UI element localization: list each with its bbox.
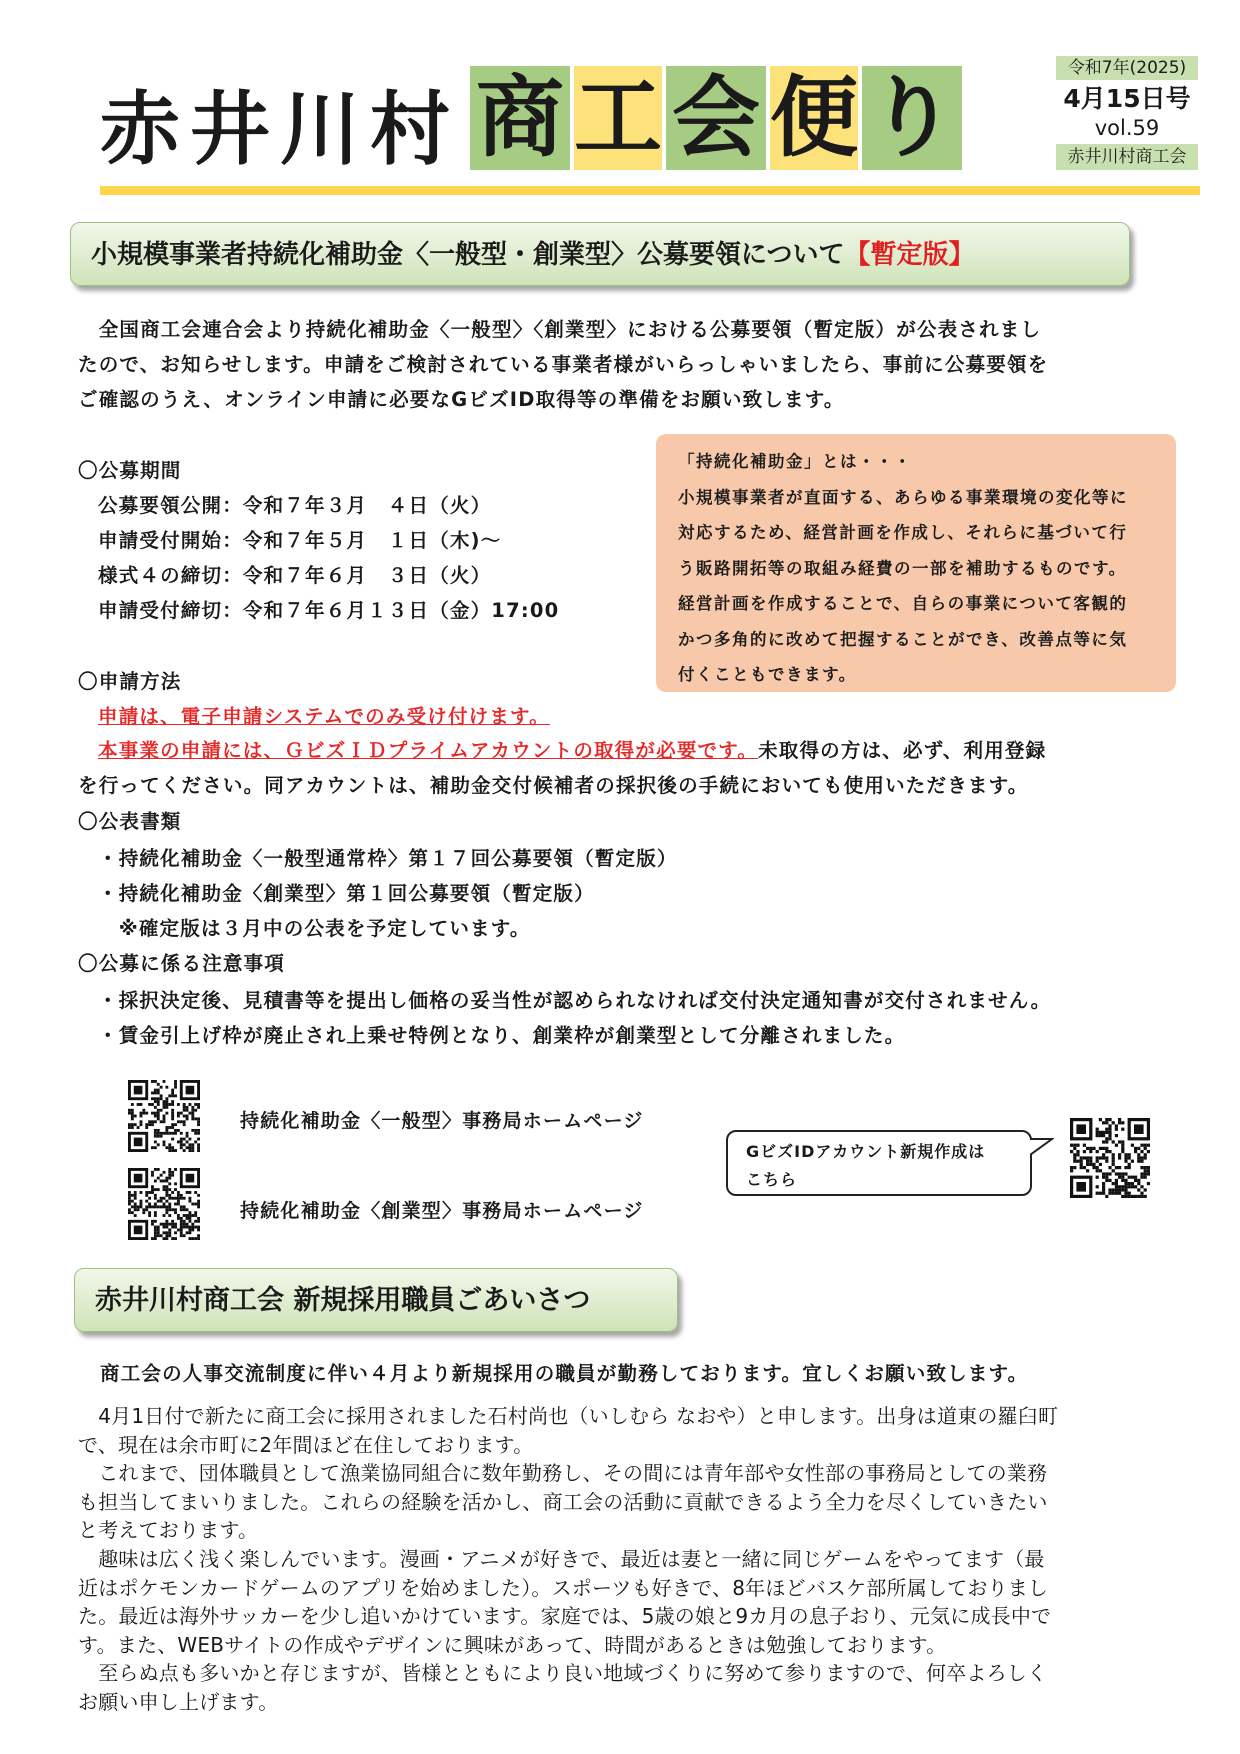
issue-era: 令和7年(2025) xyxy=(1056,56,1198,80)
title-char-3: 会 xyxy=(666,66,766,170)
intro-line: たので、お知らせします。申請をご検討されている事業者様がいらっしゃいましたら、事前に公募要領を xyxy=(78,353,1049,376)
callout-line: 小規模事業者が直面する、あらゆる事業環境の変化等に xyxy=(678,487,1128,507)
notes-heading: 〇公募に係る注意事項 xyxy=(78,952,286,975)
docs-item: ・持続化補助金〈創業型〉第１回公募要領（暫定版） xyxy=(98,882,595,905)
notes-item: ・採択決定後、見積書等を提出し価格の妥当性が認められなければ交付決定通知書が交付されません。 xyxy=(98,989,1052,1012)
period-item: 公募要領公開：令和７年３月 ４日（火） xyxy=(98,494,492,517)
subsidy-definition-callout xyxy=(656,434,1176,692)
docs-heading: 〇公表書類 xyxy=(78,810,182,833)
bubble-line: GビズIDアカウント新規作成は xyxy=(746,1142,986,1161)
qr-code-gbiz-icon[interactable] xyxy=(1070,1118,1150,1198)
newsletter-village-name: 赤井川村 xyxy=(100,83,460,176)
intro-line: 全国商工会連合会より持続化補助金〈一般型〉〈創業型〉における公募要領（暫定版）が公表されまし xyxy=(78,318,1042,341)
callout-line: う販路開拓等の取組み経費の一部を補助するものです。 xyxy=(678,558,1127,578)
newsletter-title xyxy=(470,66,962,174)
method-text-continued: を行ってください。同アカウントは、補助金交付候補者の採択後の手続においても使用いただきます。 xyxy=(78,774,1029,797)
issue-date: 4月15日号 xyxy=(1063,84,1191,113)
period-item: 様式４の締切：令和７年６月 ３日（火） xyxy=(98,564,492,587)
method-red-text: 申請は、電子申請システムでのみ受け付けます。 xyxy=(98,705,550,728)
method-requirement-1 xyxy=(98,701,550,733)
subsidy-intro xyxy=(78,312,1178,417)
method-requirement-2 xyxy=(98,735,1046,767)
section-title-text: 小規模事業者持続化補助金〈一般型・創業型〉公募要領について xyxy=(91,240,845,270)
title-char-1: 商 xyxy=(470,66,570,170)
callout-line: 経営計画を作成することで、自らの事業について客観的 xyxy=(678,594,1128,613)
callout-line: 付くこともできます。 xyxy=(678,665,857,684)
greeting-line: た。最近は海外サッカーを少し追いかけています。家庭では、5歳の娘と9カ月の息子おり、元気に成長中で xyxy=(78,1604,1052,1629)
docs-item: ・持続化補助金〈一般型通常枠〉第１７回公募要領（暫定版） xyxy=(98,847,678,870)
notes-item: ・賃金引上げ枠が廃止され上乗せ特例となり、創業枠が創業型として分離されました。 xyxy=(98,1024,906,1047)
header-divider xyxy=(100,186,1200,195)
greeting-line: 4月1日付で新たに商工会に採用されました石村尚也（いしむら なおや）と申します。出身は道東の羅臼町 xyxy=(78,1404,1059,1428)
issue-publisher: 赤井川村商工会 xyxy=(1056,144,1198,170)
issue-volume: vol.59 xyxy=(1094,116,1160,140)
title-char-4: 便 xyxy=(770,66,859,169)
notes-list xyxy=(98,983,1051,1053)
gbiz-speech-bubble xyxy=(726,1130,1032,1196)
greeting-line: す。また、WEBサイトの作成やデザインに興味があって、時間があるときは勉強しております。 xyxy=(78,1632,947,1657)
greeting-line: と考えております。 xyxy=(78,1518,259,1543)
new-staff-lead: 商工会の人事交流制度に伴い４月より新規採用の職員が勤務しております。宜しくお願い致します。 xyxy=(100,1362,1029,1385)
period-item: 申請受付開始：令和７年５月 １日（木)～ xyxy=(98,529,502,552)
section-title-subsidy xyxy=(70,222,1130,286)
greeting-line: お願い申し上げます。 xyxy=(78,1689,279,1714)
qr-code-startup-icon[interactable] xyxy=(128,1168,200,1240)
docs-list xyxy=(98,841,678,946)
docs-item: ※確定版は３月中の公表を予定しています。 xyxy=(98,917,531,940)
method-heading: 〇申請方法 xyxy=(78,670,182,693)
greeting-line: も担当してまいりました。これらの経験を活かし、商工会の活動に貢献できるよう全力を尽くしていきたい xyxy=(78,1489,1048,1514)
period-heading: 〇公募期間 xyxy=(78,459,182,482)
section-title-new-staff: 赤井川村商工会 新規採用職員ごあいさつ xyxy=(74,1268,678,1332)
period-list xyxy=(98,488,559,628)
greeting-line: これまで、団体職員として漁業協同組合に数年勤務し、その間には青年部や女性部の事務局としての業務 xyxy=(78,1461,1048,1486)
bubble-line: こちら xyxy=(746,1170,798,1189)
bubble-tail-icon xyxy=(1030,1137,1054,1159)
intro-line: ご確認のうえ、オンライン申請に必要なGビズID取得等の準備をお願い致します。 xyxy=(78,388,845,411)
callout-line: 「持続化補助金」とは・・・ xyxy=(678,452,912,471)
callout-line: 対応するため、経営計画を作成し、それらに基づいて行 xyxy=(678,523,1128,542)
period-item: 申請受付締切：令和７年６月１３日（金）17:00 xyxy=(98,599,560,622)
method-red-text: 本事業の申請には、ＧビズＩＤプライムアカウントの取得が必要です。 xyxy=(98,739,759,762)
link-startup-homepage[interactable]: 持続化補助金〈創業型〉事務局ホームページ xyxy=(240,1200,644,1222)
new-staff-greeting xyxy=(78,1402,1058,1717)
title-char-2: 工 xyxy=(574,66,663,169)
link-general-homepage[interactable]: 持続化補助金〈一般型〉事務局ホームページ xyxy=(240,1110,644,1132)
title-char-5: り xyxy=(862,66,962,170)
section-title-highlight: 【暫定版】 xyxy=(844,240,975,270)
method-text: 未取得の方は、必ず、利用登録 xyxy=(758,739,1047,762)
issue-info xyxy=(1056,56,1198,170)
greeting-line: 近はポケモンカードゲームのアプリを始めました）。スポーツも好きで、8年ほどバスケ部所属しておりまし xyxy=(78,1575,1049,1600)
qr-code-general-icon[interactable] xyxy=(128,1080,200,1152)
greeting-line: で、現在は余市町に2年間ほど在住しております。 xyxy=(78,1432,534,1457)
greeting-line: 趣味は広く浅く楽しんでいます。漫画・アニメが好きで、最近は妻と一緒に同じゲームをやってます（最 xyxy=(78,1546,1045,1571)
callout-line: かつ多角的に改めて把握することができ、改善点等に気 xyxy=(678,629,1128,649)
greeting-line: 至らぬ点も多いかと存じますが、皆様とともにより良い地域づくりに努めて参りますので、何卒よろしく xyxy=(78,1661,1048,1686)
